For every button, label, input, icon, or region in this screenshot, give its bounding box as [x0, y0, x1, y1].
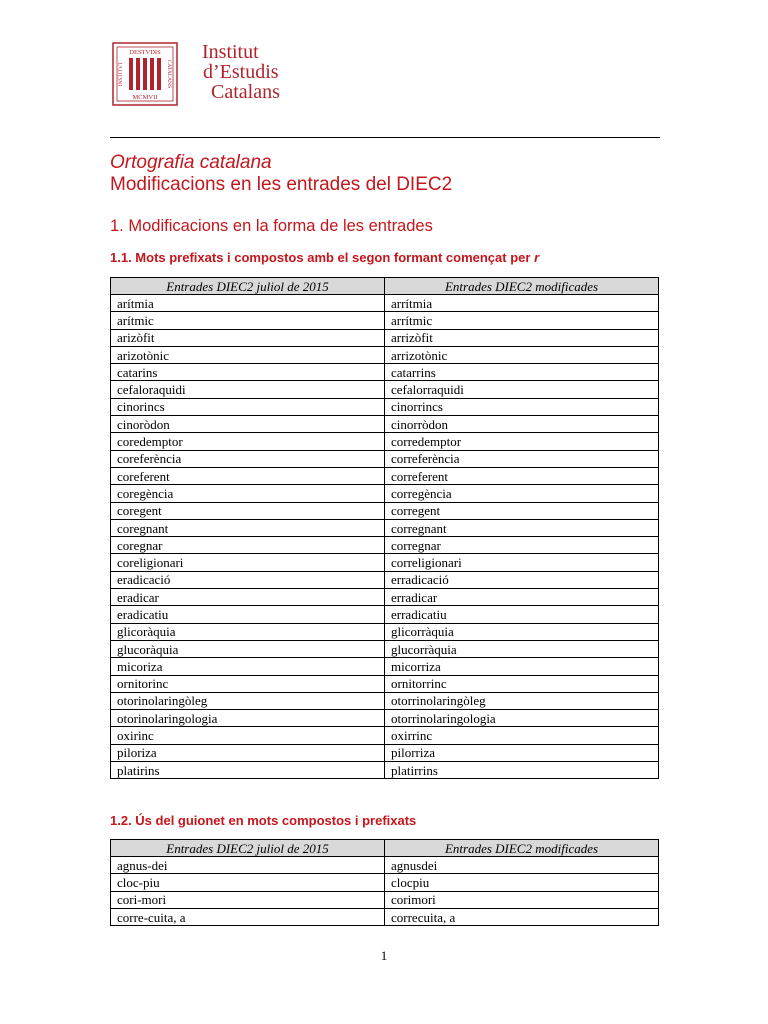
- table-row: [111, 623, 659, 640]
- cell-old-entry: coregència: [111, 485, 385, 502]
- table-row: [111, 744, 659, 761]
- cell-old-entry: coregent: [111, 502, 385, 519]
- cell-old-entry: arítmic: [111, 312, 385, 329]
- cell-new-entry: pilorriza: [385, 744, 659, 761]
- section-1-1-heading-italic: r: [534, 250, 540, 265]
- cell-new-entry: corregnant: [385, 519, 659, 536]
- cell-new-entry: corredemptor: [385, 433, 659, 450]
- page-number: 1: [380, 948, 388, 963]
- table-row: [111, 502, 659, 519]
- cell-old-entry: oxirinc: [111, 727, 385, 744]
- svg-text:CATALANS: CATALANS: [166, 59, 172, 89]
- header-rule: [110, 137, 660, 138]
- table-header-row: [111, 278, 659, 295]
- cell-new-entry: erradicació: [385, 571, 659, 588]
- cell-new-entry: cinorròdon: [385, 416, 659, 433]
- table-row: [111, 416, 659, 433]
- cell-old-entry: arítmia: [111, 295, 385, 312]
- column-header-old: Entrades DIEC2 juliol de 2015: [111, 840, 385, 857]
- cell-old-entry: piloriza: [111, 744, 385, 761]
- cell-new-entry: glicorràquia: [385, 623, 659, 640]
- table-row: [111, 658, 659, 675]
- section-1-1-heading-text: 1.1. Mots prefixats i compostos amb el segon formant començat per: [110, 250, 535, 265]
- table-prefixed-words: [110, 277, 659, 779]
- table-row: [111, 433, 659, 450]
- cell-old-entry: eradicatiu: [111, 606, 385, 623]
- cell-new-entry: correcuita, a: [385, 908, 659, 925]
- cell-new-entry: agnusdei: [385, 857, 659, 874]
- cell-new-entry: correferent: [385, 467, 659, 484]
- table-row: [111, 554, 659, 571]
- svg-text:DESTVDIS: DESTVDIS: [129, 49, 161, 56]
- table-row: [111, 589, 659, 606]
- table-row: [111, 485, 659, 502]
- cell-old-entry: coreferent: [111, 467, 385, 484]
- table-row: [111, 606, 659, 623]
- table-row: [111, 537, 659, 554]
- cell-old-entry: otorinolaringòleg: [111, 692, 385, 709]
- cell-new-entry: arrizotònic: [385, 346, 659, 363]
- cell-new-entry: otorrinolaringòleg: [385, 692, 659, 709]
- table-row: [111, 364, 659, 381]
- cell-old-entry: eradicació: [111, 571, 385, 588]
- column-header-new: Entrades DIEC2 modificades: [385, 840, 659, 857]
- cell-old-entry: micoriza: [111, 658, 385, 675]
- table-row: [111, 519, 659, 536]
- cell-new-entry: correligionari: [385, 554, 659, 571]
- cell-old-entry: coregnar: [111, 537, 385, 554]
- cell-old-entry: cloc-piu: [111, 874, 385, 891]
- cell-new-entry: erradicatiu: [385, 606, 659, 623]
- cell-old-entry: ornitorinc: [111, 675, 385, 692]
- table-row: [111, 857, 659, 874]
- cell-new-entry: erradicar: [385, 589, 659, 606]
- cell-old-entry: cefaloraquidi: [111, 381, 385, 398]
- cell-new-entry: corregnar: [385, 537, 659, 554]
- cell-new-entry: correferència: [385, 450, 659, 467]
- cell-old-entry: coreferència: [111, 450, 385, 467]
- cell-new-entry: platirrins: [385, 762, 659, 779]
- cell-old-entry: coregnant: [111, 519, 385, 536]
- table-header-row: [111, 840, 659, 857]
- cell-new-entry: arrítmic: [385, 312, 659, 329]
- section-1-2-heading: 1.2. Ús del guionet en mots compostos i prefixats: [110, 813, 417, 828]
- cell-old-entry: cori-mori: [111, 891, 385, 908]
- cell-old-entry: coreligionari: [111, 554, 385, 571]
- cell-new-entry: catarrins: [385, 364, 659, 381]
- column-header-new: Entrades DIEC2 modificades: [385, 278, 659, 295]
- table-row: [111, 908, 659, 925]
- table-row: [111, 571, 659, 588]
- svg-text:MCMVII: MCMVII: [132, 94, 158, 101]
- table-row: [111, 295, 659, 312]
- logo-line-3: Catalans: [211, 81, 280, 103]
- section-1-heading: 1. Modificacions en la forma de les entrades: [110, 217, 433, 235]
- cell-new-entry: corregent: [385, 502, 659, 519]
- section-1-1-heading: [110, 250, 539, 265]
- cell-old-entry: corre-cuita, a: [111, 908, 385, 925]
- cell-new-entry: cefalorraquidi: [385, 381, 659, 398]
- table-row: [111, 312, 659, 329]
- cell-old-entry: agnus-dei: [111, 857, 385, 874]
- table-row: [111, 692, 659, 709]
- table-row: [111, 675, 659, 692]
- table-row: [111, 891, 659, 908]
- table-row: [111, 710, 659, 727]
- cell-new-entry: micorriza: [385, 658, 659, 675]
- cell-new-entry: corimori: [385, 891, 659, 908]
- table-row: [111, 640, 659, 657]
- logo-line-2: d’Estudis: [203, 61, 279, 83]
- cell-new-entry: corregència: [385, 485, 659, 502]
- cell-new-entry: otorrinolaringologia: [385, 710, 659, 727]
- cell-new-entry: oxirrinc: [385, 727, 659, 744]
- cell-new-entry: glucorràquia: [385, 640, 659, 657]
- table-body: [111, 857, 659, 926]
- table-hyphen-words: [110, 839, 659, 926]
- cell-old-entry: glucoràquia: [111, 640, 385, 657]
- logo-wordmark: [200, 42, 280, 102]
- cell-old-entry: platirins: [111, 762, 385, 779]
- table-row: [111, 381, 659, 398]
- table-row: [111, 874, 659, 891]
- iec-seal-icon: [112, 42, 178, 106]
- table-row: [111, 346, 659, 363]
- table-row: [111, 467, 659, 484]
- cell-new-entry: arrizòfit: [385, 329, 659, 346]
- cell-old-entry: arizotònic: [111, 346, 385, 363]
- cell-old-entry: cinoròdon: [111, 416, 385, 433]
- title-line-1: Ortografia catalana: [110, 152, 272, 173]
- logo-line-1: Institut: [202, 41, 259, 63]
- table-row: [111, 727, 659, 744]
- cell-old-entry: cinorincs: [111, 398, 385, 415]
- svg-text:INSTITVT: INSTITVT: [118, 61, 124, 87]
- table-row: [111, 762, 659, 779]
- document-title: [110, 152, 452, 196]
- column-header-old: Entrades DIEC2 juliol de 2015: [111, 278, 385, 295]
- table-row: [111, 398, 659, 415]
- table-row: [111, 329, 659, 346]
- cell-old-entry: otorinolaringologia: [111, 710, 385, 727]
- cell-old-entry: coredemptor: [111, 433, 385, 450]
- cell-old-entry: glicoràquia: [111, 623, 385, 640]
- cell-new-entry: ornitorrinc: [385, 675, 659, 692]
- cell-old-entry: arizòfit: [111, 329, 385, 346]
- table-body: [111, 295, 659, 779]
- cell-new-entry: clocpiu: [385, 874, 659, 891]
- iec-logo: [112, 42, 292, 106]
- table-row: [111, 450, 659, 467]
- cell-old-entry: catarins: [111, 364, 385, 381]
- cell-new-entry: cinorrincs: [385, 398, 659, 415]
- cell-old-entry: eradicar: [111, 589, 385, 606]
- title-line-2: Modificacions en les entrades del DIEC2: [110, 174, 453, 195]
- cell-new-entry: arrítmia: [385, 295, 659, 312]
